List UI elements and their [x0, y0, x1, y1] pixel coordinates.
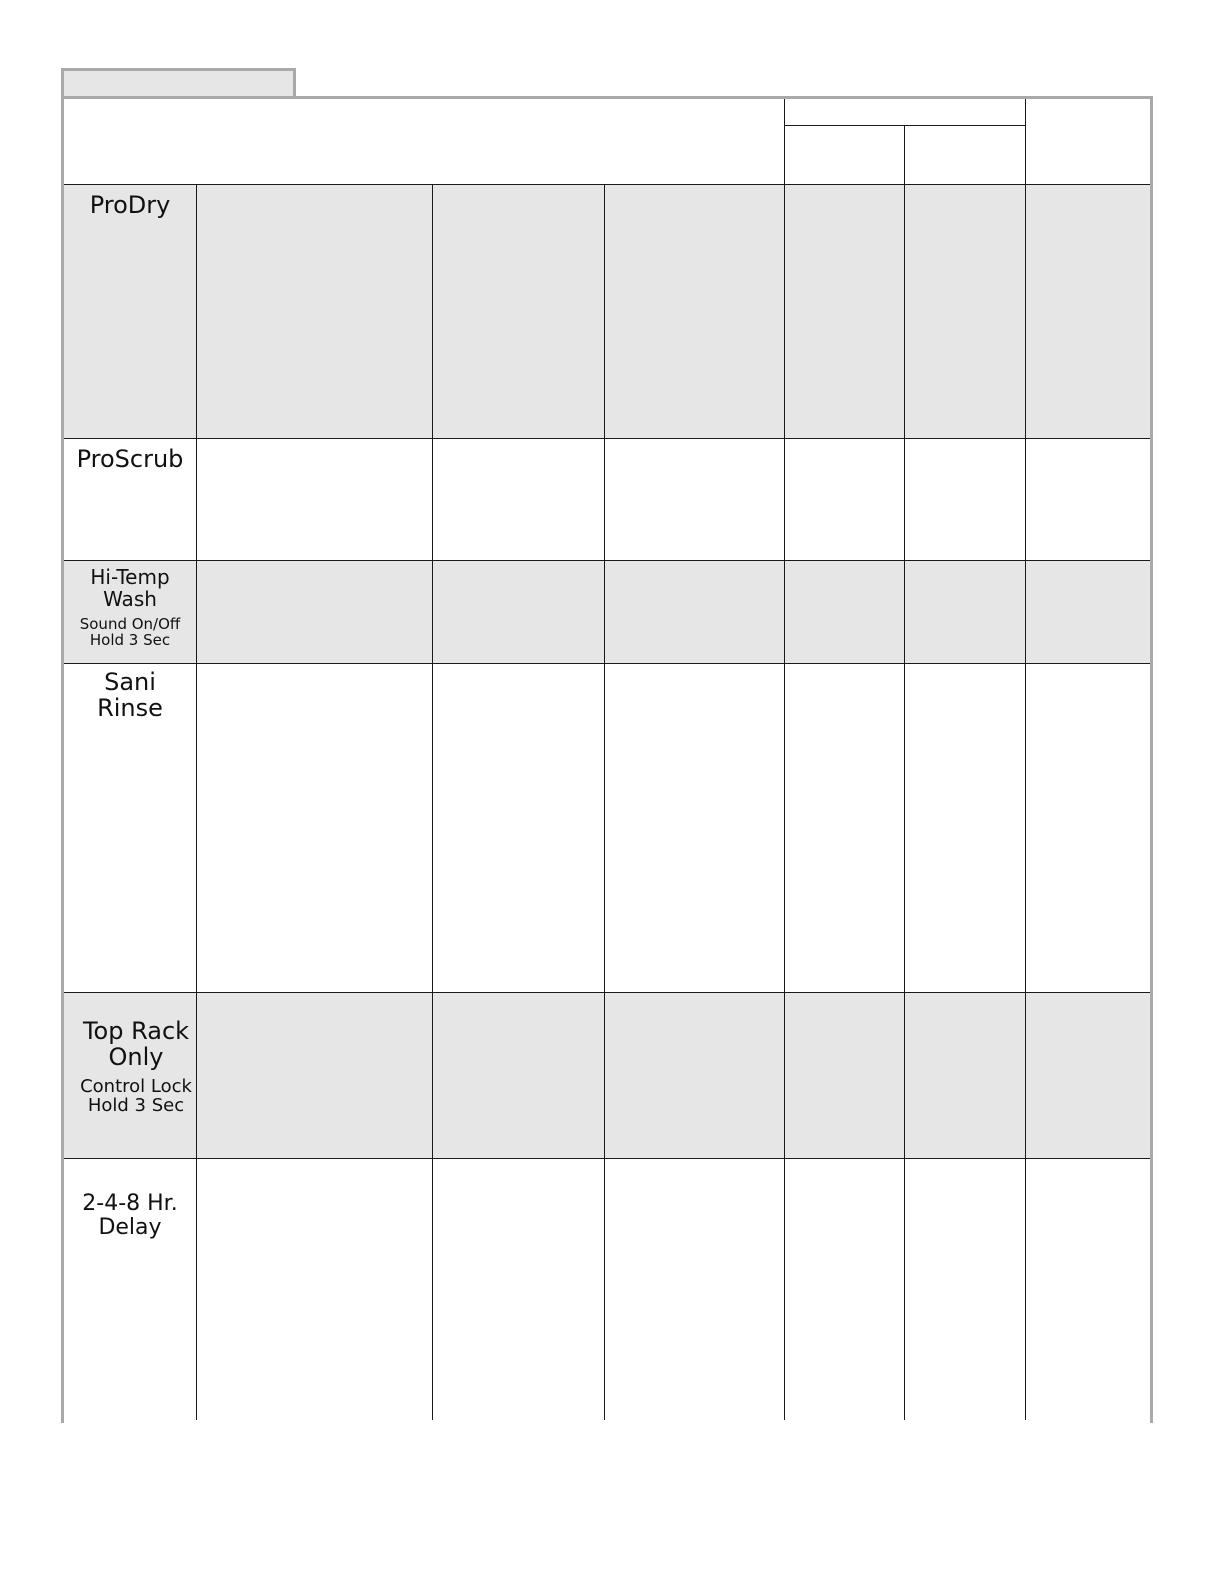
row-band-prodry: [64, 185, 1150, 438]
option-name: Hi-Temp Wash: [90, 565, 170, 611]
column-divider: [432, 185, 433, 1420]
column-divider: [196, 185, 197, 1420]
header-tab: [61, 68, 296, 97]
row-separator: [64, 438, 1150, 439]
option-label-proscrub: [64, 447, 196, 473]
row-separator: [64, 560, 1150, 561]
option-name: Top Rack Only: [82, 1017, 190, 1071]
header-divider: [1025, 99, 1026, 185]
option-name: ProDry: [89, 191, 171, 219]
option-secondary-function: Control Lock Hold 3 Sec: [80, 1075, 192, 1117]
row-band-hitemp: [64, 560, 1150, 663]
header-divider: [784, 99, 785, 185]
option-label-sani-rinse: [64, 670, 196, 722]
option-label-delay: [64, 1192, 196, 1240]
option-label-hi-temp-wash: [64, 567, 196, 649]
row-band-toprack: [64, 992, 1150, 1158]
option-name: ProScrub: [76, 445, 184, 473]
option-label-prodry: [64, 193, 196, 219]
row-separator: [64, 184, 1150, 185]
row-separator: [64, 1158, 1150, 1159]
row-separator: [64, 663, 1150, 664]
option-label-top-rack-only: [70, 1019, 202, 1116]
option-name: Sani Rinse: [97, 668, 163, 722]
option-name: 2-4-8 Hr. Delay: [82, 1191, 178, 1240]
row-separator: [64, 992, 1150, 993]
header-divider: [904, 125, 905, 185]
column-divider: [904, 185, 905, 1420]
column-divider: [604, 185, 605, 1420]
column-divider: [784, 185, 785, 1420]
column-divider: [1025, 185, 1026, 1420]
option-secondary-function: Sound On/Off Hold 3 Sec: [79, 615, 181, 650]
